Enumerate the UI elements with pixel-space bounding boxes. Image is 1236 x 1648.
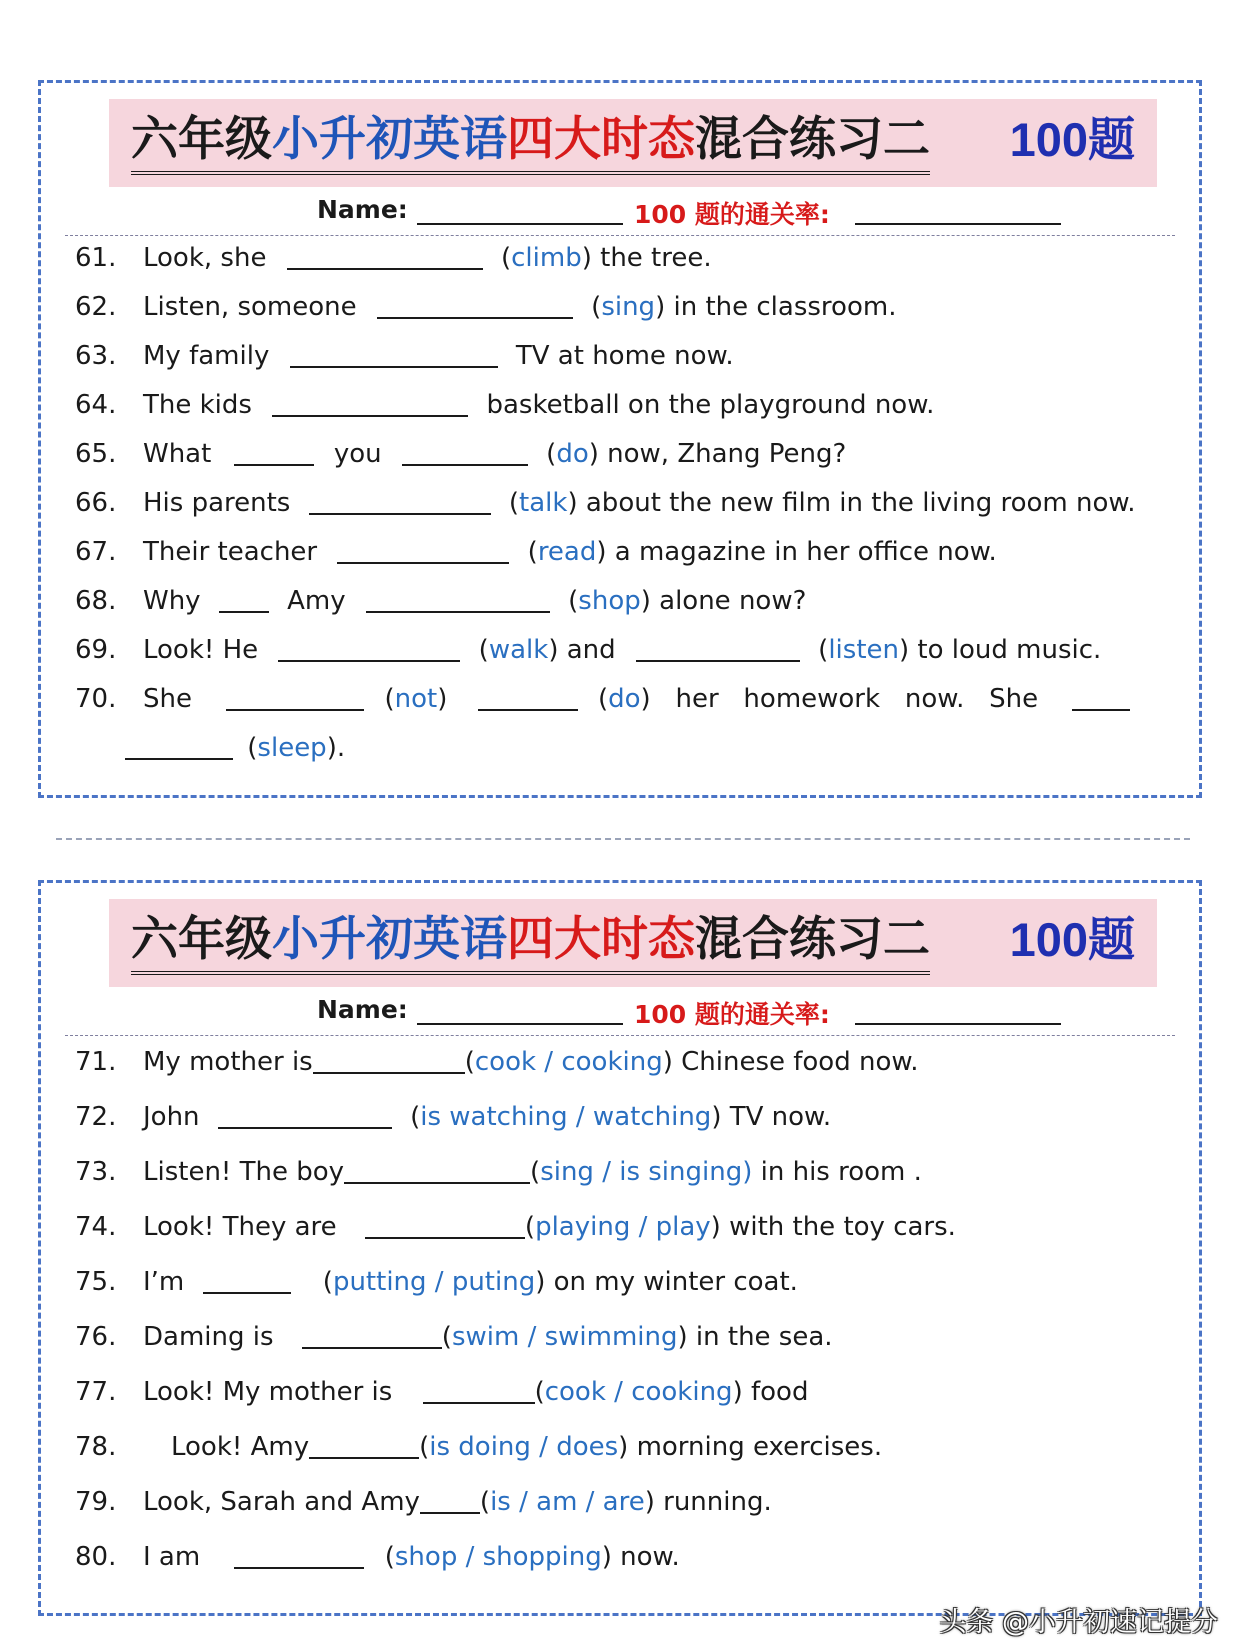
name-field[interactable] <box>417 223 623 225</box>
question-65: 65. What you (do) now, Zhang Peng? <box>75 439 847 469</box>
answer-blank[interactable] <box>234 1541 364 1569</box>
question-80: 80. I am (shop / shopping) now. <box>75 1542 680 1572</box>
name-row <box>41 995 1199 1035</box>
answer-blank[interactable] <box>234 438 314 466</box>
title-banner <box>109 99 1157 187</box>
question-61: 61. Look, she (climb) the tree. <box>75 243 712 273</box>
pass-rate-field[interactable] <box>855 1023 1061 1025</box>
choice-hint: shop / shopping <box>394 1542 602 1572</box>
answer-blank[interactable] <box>219 585 269 613</box>
divider <box>65 235 1175 236</box>
answer-blank[interactable] <box>366 585 550 613</box>
title-banner <box>109 899 1157 987</box>
question-75: 75. I’m (putting / puting) on my winter coat. <box>75 1267 798 1297</box>
question-67: 67. Their teacher (read) a magazine in her office now. <box>75 537 997 567</box>
answer-blank[interactable] <box>478 683 578 711</box>
answer-blank[interactable] <box>1072 683 1130 711</box>
verb-hint: sing <box>601 292 656 322</box>
worksheet-title: 六年级小升初英语四大时态混合练习二 <box>131 909 930 975</box>
verb-hint: sleep <box>257 733 327 763</box>
question-79: 79. Look, Sarah and Amy (is / am / are) running. <box>75 1487 772 1517</box>
question-count: 100题 <box>1009 113 1135 166</box>
worksheet-1 <box>38 80 1202 798</box>
question-62: 62. Listen, someone (sing) in the classroom. <box>75 292 897 322</box>
answer-blank[interactable] <box>290 340 498 368</box>
answer-blank[interactable] <box>337 536 509 564</box>
verb-hint: shop <box>578 586 641 616</box>
verb-hint: read <box>537 537 597 567</box>
choice-hint: cook / cooking <box>544 1377 733 1407</box>
pass-rate-label: 100 题的通关率: <box>634 200 830 229</box>
answer-blank[interactable] <box>344 1156 530 1184</box>
question-70: 70. She (not) (do) her homework now. She <box>75 682 1130 716</box>
question-69: 69. Look! He (walk) and (listen) to loud music. <box>75 635 1102 665</box>
answer-blank[interactable] <box>309 487 491 515</box>
answer-blank[interactable] <box>226 683 364 711</box>
question-72: 72. John (is watching / watching) TV now. <box>75 1102 832 1132</box>
question-76: 76. Daming is (swim / swimming) in the sea. <box>75 1322 833 1352</box>
answer-blank[interactable] <box>636 634 800 662</box>
answer-blank[interactable] <box>278 634 460 662</box>
choice-hint: is / am / are <box>490 1487 645 1517</box>
question-63: 63. My family TV at home now. <box>75 341 734 371</box>
answer-blank[interactable] <box>377 291 573 319</box>
section-separator <box>56 838 1190 840</box>
verb-hint: not <box>394 684 438 714</box>
answer-blank[interactable] <box>287 242 483 270</box>
verb-hint: do <box>556 439 589 469</box>
answer-blank[interactable] <box>272 389 468 417</box>
answer-blank[interactable] <box>365 1211 525 1239</box>
question-71: 71. My mother is (cook / cooking) Chinese food now. <box>75 1047 919 1077</box>
answer-blank[interactable] <box>218 1101 392 1129</box>
question-73: 73. Listen! The boy (sing / is singing) in his room . <box>75 1157 922 1187</box>
question-70-continued: (sleep). <box>125 731 345 765</box>
choice-hint: playing / play <box>535 1212 711 1242</box>
worksheet-2 <box>38 880 1202 1616</box>
choice-hint: is watching / watching <box>420 1102 712 1132</box>
question-64: 64. The kids basketball on the playground now. <box>75 390 935 420</box>
verb-hint: walk <box>488 635 549 665</box>
question-74: 74. Look! They are (playing / play) with the toy cars. <box>75 1212 956 1242</box>
choice-hint: is doing / does <box>429 1432 619 1462</box>
question-78: 78. Look! Amy (is doing / does) morning exercises. <box>75 1432 883 1462</box>
answer-blank[interactable] <box>423 1376 535 1404</box>
question-68: 68. Why Amy (shop) alone now? <box>75 586 807 616</box>
question-66: 66. His parents (talk) about the new film in the living room now. <box>75 488 1136 518</box>
source-watermark: 头条 @小升初速记提分 <box>939 1607 1218 1638</box>
pass-rate-field[interactable] <box>855 223 1061 225</box>
divider <box>65 1035 1175 1036</box>
name-row <box>41 195 1199 235</box>
question-count: 100题 <box>1009 913 1135 966</box>
answer-blank[interactable] <box>302 1321 442 1349</box>
choice-hint: swim / swimming <box>451 1322 678 1352</box>
answer-blank[interactable] <box>313 1046 465 1074</box>
name-field[interactable] <box>417 1023 623 1025</box>
choice-hint: cook / cooking <box>474 1047 663 1077</box>
verb-hint: climb <box>511 243 582 273</box>
answer-blank[interactable] <box>420 1486 480 1514</box>
choice-hint: sing / is singing) <box>540 1157 753 1187</box>
name-label: Name: <box>317 195 408 224</box>
verb-hint: talk <box>519 488 568 518</box>
answer-blank[interactable] <box>402 438 528 466</box>
verb-hint: do <box>608 684 641 714</box>
answer-blank[interactable] <box>125 732 233 760</box>
verb-hint: listen <box>828 635 899 665</box>
question-77: 77. Look! My mother is (cook / cooking) food <box>75 1377 809 1407</box>
worksheet-title: 六年级小升初英语四大时态混合练习二 <box>131 109 930 175</box>
choice-hint: putting / puting <box>332 1267 536 1297</box>
answer-blank[interactable] <box>309 1431 419 1459</box>
pass-rate-label: 100 题的通关率: <box>634 1000 830 1029</box>
name-label: Name: <box>317 995 408 1024</box>
answer-blank[interactable] <box>203 1266 291 1294</box>
